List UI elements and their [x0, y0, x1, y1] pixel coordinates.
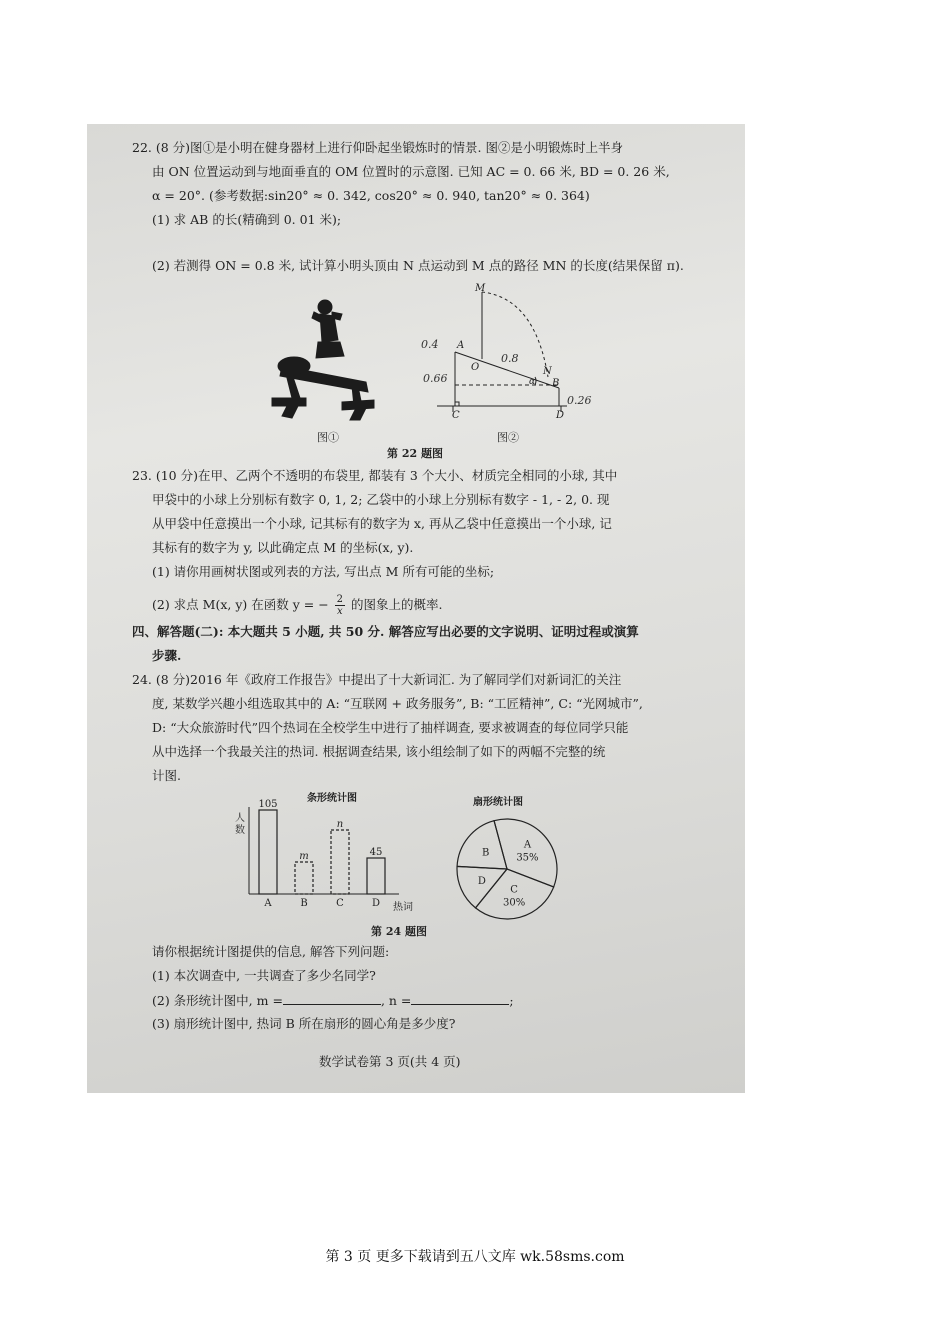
bar-A: [259, 810, 277, 894]
handwritten-08: 0.8: [501, 352, 519, 365]
q24-part-1: (1) 本次调查中, 一共调查了多少名同学?: [152, 968, 376, 983]
point-D: D: [556, 410, 565, 421]
figure-2-label: 图②: [497, 431, 519, 444]
point-B: B: [552, 378, 560, 389]
section-4-line-1: 四、解答题(二): 本大题共 5 小题, 共 50 分. 解答应写出必要的文字说明、证明过程或演算: [132, 624, 639, 639]
point-O: O: [471, 362, 480, 373]
q23-line-3: 从甲袋中任意摸出一个小球, 记其标有的数字为 x, 再从乙袋中任意摸出一个小球, 记: [152, 516, 612, 531]
pie-chart: [447, 794, 567, 924]
point-C: C: [452, 410, 460, 421]
q24-line-1: 24. (8 分)2016 年《政府工作报告》中提出了十大新词汇. 为了解同学们对新词汇的关注: [132, 672, 622, 687]
bar-D: [367, 858, 385, 894]
q24-line-2: 度, 某数学兴趣小组选取其中的 A: “互联网 + 政务服务”, B: “工匠精神”, C: “光网城市”,: [152, 696, 643, 711]
q22-line-3: α = 20°. (参考数据:sin20° ≈ 0. 342, cos20° ≈ 0. 940, tan20° ≈ 0. 364): [152, 188, 590, 203]
q23-part-2: (2) 求点 M(x, y) 在函数 y = − $\frac{2}{x}$ 的图象上的概率.: [152, 594, 443, 617]
pie-slice-B: [457, 821, 507, 869]
bar-tick-A: A: [264, 898, 272, 909]
bar-tick-C: C: [336, 898, 344, 909]
q24-part-3: (3) 扇形统计图中, 热词 B 所在扇形的圆心角是多少度?: [152, 1016, 456, 1031]
answer-blank-n[interactable]: [411, 992, 509, 1005]
section-4-line-2: 步骤.: [152, 648, 182, 663]
q24-line-5: 计图.: [152, 768, 181, 783]
q24-caption: 第 24 题图: [371, 925, 427, 938]
bar-chart-title: 条形统计图: [307, 793, 357, 804]
angle-alpha: α: [529, 377, 536, 387]
q24-line-3: D: “大众旅游时代”四个热词在全校学生中进行了抽样调查, 要求被调查的每位同学只能: [152, 720, 629, 735]
point-A: A: [457, 340, 465, 351]
q24-line-4: 从中选择一个我最关注的热词. 根据调查结果, 该小组绘制了如下的两幅不完整的统: [152, 744, 606, 759]
pie-percent-C: 30%: [503, 897, 526, 909]
answer-blank-m[interactable]: [283, 992, 381, 1005]
point-N: N: [543, 366, 552, 377]
bar-chart-xlabel: 热词: [393, 902, 413, 913]
q22-caption: 第 22 题图: [387, 447, 443, 460]
pie-chart-title: 扇形统计图: [473, 797, 523, 808]
q22-line-1: 22. (8 分)图①是小明在健身器材上进行仰卧起坐锻炼时的情景. 图②是小明锻炼时上半身: [132, 140, 623, 155]
bar-label-C: n: [336, 819, 344, 830]
photo-page-footer: 数学试卷第 3 页(共 4 页): [319, 1054, 461, 1069]
q23-line-2: 甲袋中的小球上分别标有数字 0, 1, 2; 乙袋中的小球上分别标有数字 - 1, - 2, 0. 现: [152, 492, 610, 507]
bar-tick-B: B: [300, 898, 308, 909]
pie-label-D: D: [477, 876, 486, 888]
figure-1-illustration: [262, 294, 397, 424]
q24-instruction: 请你根据统计图提供的信息, 解答下列问题:: [152, 944, 390, 959]
bar-label-D: 45: [369, 847, 383, 858]
pie-label-B: B: [481, 847, 490, 859]
q23-line-1: 23. (10 分)在甲、乙两个不透明的布袋里, 都装有 3 个大小、材质完全相同的小球, 其中: [132, 468, 618, 483]
bar-C: [331, 830, 349, 894]
pie-label-C: C: [510, 884, 518, 896]
handwritten-026: 0.26: [567, 394, 592, 407]
bar-chart-ylabel: 人数: [235, 813, 245, 836]
bar-label-A: 105: [258, 799, 278, 810]
q22-line-2: 由 ON 位置运动到与地面垂直的 OM 位置时的示意图. 已知 AC = 0. 66 米, BD = 0. 26 米,: [152, 164, 670, 179]
q22-part-2: (2) 若测得 ON = 0.8 米, 试计算小明头顶由 N 点运动到 M 点的路径 MN 的长度(结果保留 π).: [152, 258, 684, 273]
figure-2-diagram: [417, 282, 647, 422]
q23-part-1: (1) 请你用画树状图或列表的方法, 写出点 M 所有可能的坐标;: [152, 564, 495, 579]
fraction-denominator: x: [337, 606, 343, 617]
bar-tick-D: D: [371, 898, 381, 909]
bar-B: [295, 862, 313, 894]
bar-chart: [227, 789, 437, 914]
fraction-numerator: 2: [336, 594, 344, 605]
q24-part-2: (2) 条形统计图中, m = , n = ;: [152, 993, 514, 1008]
point-M: M: [475, 283, 486, 294]
bar-label-B: m: [299, 851, 309, 862]
exam-page-photo: [87, 124, 745, 1093]
pie-label-A: A: [523, 839, 532, 851]
handwritten-04: 0.4: [421, 338, 439, 351]
pie-percent-A: 35%: [516, 852, 539, 864]
handwritten-066: 0.66: [423, 372, 448, 385]
page-footer: 第 3 页 更多下载请到五八文库 wk.58sms.com: [325, 1249, 625, 1265]
figure-1-label: 图①: [317, 431, 339, 444]
q22-part-1: (1) 求 AB 的长(精确到 0. 01 米);: [152, 212, 342, 227]
q23-line-4: 其标有的数字为 y, 以此确定点 M 的坐标(x, y).: [152, 540, 414, 555]
